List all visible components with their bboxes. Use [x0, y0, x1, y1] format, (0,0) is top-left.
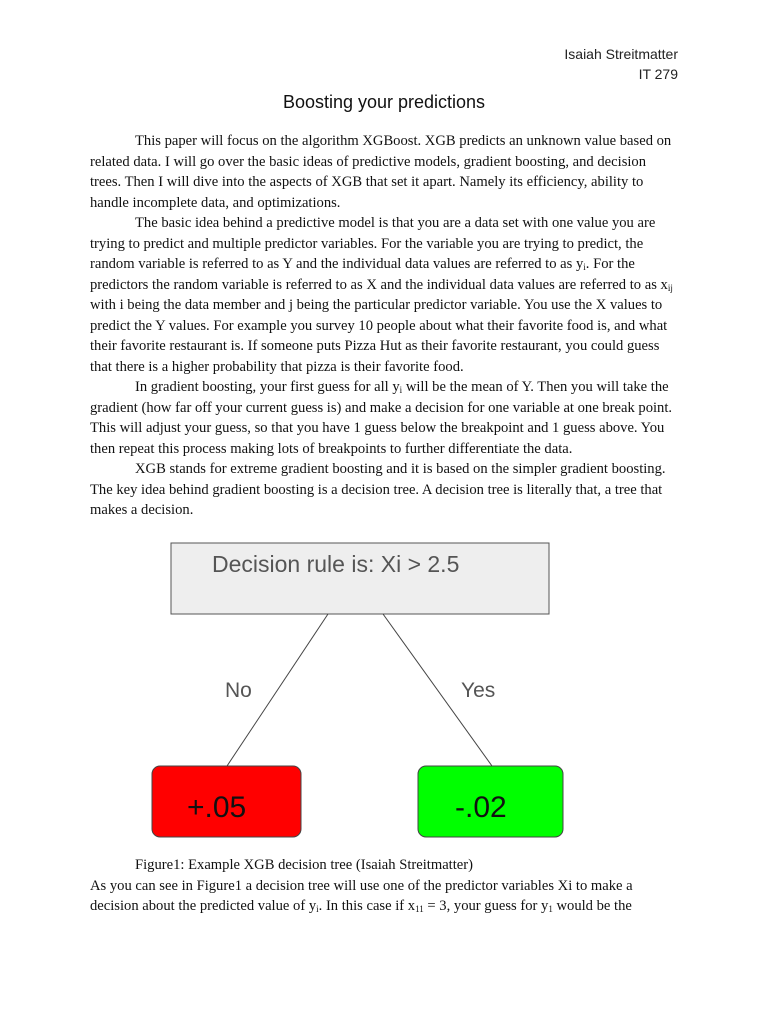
p3-text-b: will be the mean of Y. Then you will take the gradient (how far off your current guess is) and make a decision for one variable at one break point. This will adjust your guess, so that you have 1 guess below the breakpoint and 1 guess above. You then repeat this process making lots of breakpoints to further differentiate the data.: [90, 379, 673, 457]
p2-sub-i: i: [583, 262, 586, 272]
paragraph-1: This paper will focus on the algorithm XGBoost. XGB predicts an unknown value based on related data. I will go over the basic ideas of predictive models, gradient boosting, and decision trees. Then I will dive into the aspects of XGB that set it apart. Namely its efficiency, ability to handle incomplete data, and optimizations.: [90, 133, 672, 211]
after-text-a: As you can see in Figure1 a decision tree will use one of the predictor variables Xi to make a decision about the predicted value of y: [90, 877, 633, 914]
p2-sub-ij: ij: [667, 282, 673, 293]
p2-text-b: . For the predictors the random variable is referred to as X and the individual data values are referred to as x: [90, 256, 668, 293]
p3-text-a: In gradient boosting, your first guess for all y: [135, 379, 400, 395]
after-text-d: would be the: [552, 898, 632, 914]
paragraph-2: [90, 213, 680, 377]
branch-no-label: No: [225, 679, 252, 702]
p3-sub-i: i: [399, 385, 403, 395]
decision-tree-figure: [150, 540, 570, 845]
paragraph-4: XGB stands for extreme gradient boosting and it is based on the simpler gradient boosting. The key idea behind gradient boosting is a decision tree. A decision tree is literally that, a tree that makes a decision.: [90, 461, 666, 518]
header-block: [564, 44, 678, 84]
after-sub-11: 11: [415, 904, 424, 914]
after-sub-i: i: [316, 904, 319, 914]
paragraph-3: [90, 377, 680, 459]
figure-caption: Figure1: Example XGB decision tree (Isaiah Streitmatter): [135, 857, 473, 873]
p2-text-a: The basic idea behind a predictive model is that you are a data set with one value you are trying to predict and multiple predictor variables. For the variable you are trying to predict, the random variable is referred to as Y and the individual data values are referred to as y: [90, 215, 656, 272]
course-code: IT 279: [638, 66, 678, 82]
paragraph-after-figure: [90, 876, 680, 917]
body-text: [90, 131, 680, 521]
decision-rule-text: Decision rule is: Xi > 2.5: [212, 551, 460, 577]
left-leaf-value: +.05: [187, 791, 247, 824]
after-sub-1: 1: [548, 904, 553, 914]
after-text-c: = 3, your guess for y: [423, 898, 549, 914]
decision-tree-svg: [150, 540, 570, 845]
page-title: Boosting your predictions: [282, 92, 486, 112]
after-text-b: . In this case if x: [318, 898, 416, 914]
author-name: Isaiah Streitmatter: [564, 46, 678, 62]
right-leaf-value: -.02: [455, 791, 507, 824]
branch-yes-label: Yes: [461, 679, 496, 702]
caption-area: [90, 855, 680, 917]
p2-text-c: with i being the data member and j being the particular predictor variable. You use the X values to predict the Y values. For example you survey 10 people about what their favorite food is, and what their favorite restaurant is. If someone puts Pizza Hut as their favorite restaurant, you could guess that there is a higher probability that pizza is their favorite food.: [90, 297, 668, 375]
